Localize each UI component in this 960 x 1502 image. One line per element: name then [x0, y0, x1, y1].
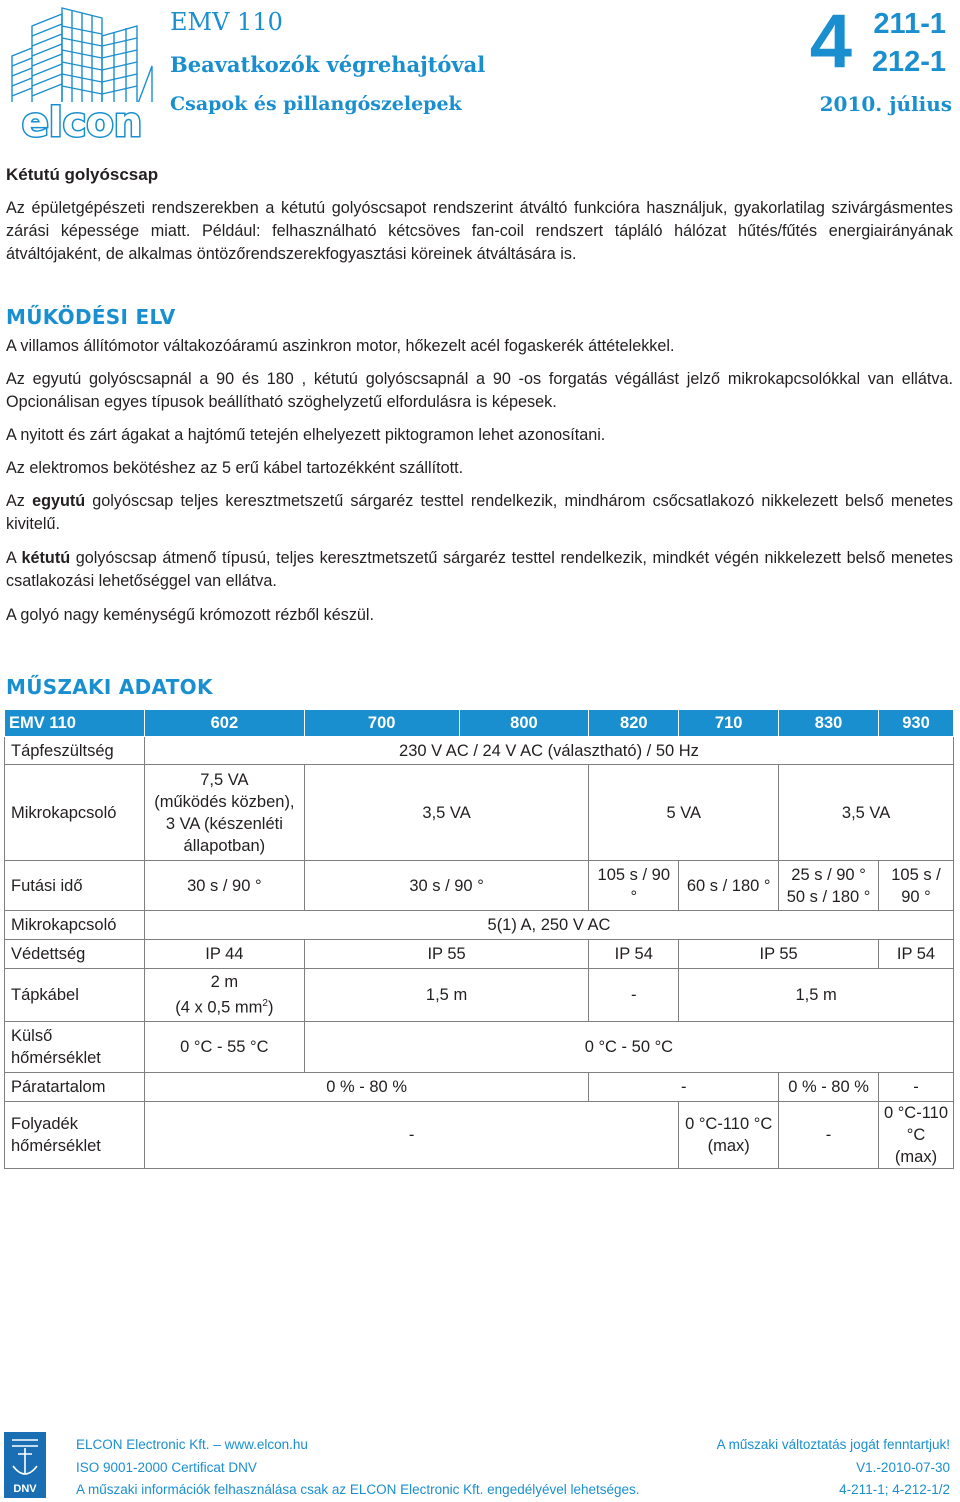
row-label: Futási idő: [5, 861, 145, 911]
footer-cert: ISO 9001-2000 Certificat DNV: [76, 1460, 257, 1475]
table-row: [5, 969, 954, 1022]
cell: -: [878, 1073, 953, 1102]
intro-heading: Kétutú golyóscsap: [6, 165, 159, 184]
document-number-1: 211-1: [873, 8, 946, 40]
document-number-2: 212-1: [871, 46, 946, 78]
cell: IP 55: [679, 940, 879, 969]
table-header-row: [5, 710, 954, 737]
footer-rights: A műszaki változtatás jogát fenntartjuk!: [716, 1437, 950, 1452]
principle-p7: A golyó nagy keménységű krómozott rézből készül.: [6, 606, 375, 624]
row-label: Mikrokapcsoló: [5, 911, 145, 940]
specs-heading: MŰSZAKI ADATOK: [6, 675, 213, 699]
cell: -: [779, 1102, 879, 1169]
cell: -: [589, 969, 679, 1022]
table-row: [5, 1073, 954, 1102]
cell: 30 s / 90 °: [144, 861, 304, 911]
cell: 1,5 m: [304, 969, 589, 1022]
table-row: [5, 737, 954, 765]
cell: 0 °C-110 °C (max): [878, 1102, 953, 1169]
product-category: Csapok és pillangószelepek: [170, 93, 462, 115]
table-row: [5, 1102, 954, 1169]
row-label: Mikrokapcsoló: [5, 765, 145, 861]
page-footer: [0, 1430, 960, 1502]
cell: 2 m (4 x 0,5 $mm^2$): [144, 969, 304, 1022]
header-cell: 710: [679, 710, 779, 737]
elcon-logo: [2, 6, 162, 144]
header-cell: 602: [144, 710, 304, 737]
header-cell: 820: [589, 710, 679, 737]
cell: 0 °C - 50 °C: [304, 1022, 953, 1073]
cell: -: [144, 1102, 678, 1169]
cell: 3,5 VA: [304, 765, 589, 861]
p6-emphasis: kétutú: [21, 549, 71, 567]
principle-heading: MŰKÖDÉSI ELV: [6, 305, 176, 329]
p5-emphasis: egyutú: [32, 492, 86, 510]
principle-p6: A kétutú golyóscsap átmenő típusú, teljes keresztmetszetű sárgaréz testtel rendelkezik, mindkét végén nikkelezett belső menetes csatlakozási lehetőséggel van ellátva.: [6, 549, 953, 590]
cell: -: [589, 1073, 779, 1102]
cell: 5(1) A, 250 V AC: [144, 911, 953, 940]
cell: IP 54: [878, 940, 953, 969]
principle-p5: Az egyutú golyóscsap teljes keresztmetszetű sárgaréz testtel rendelkezik, mindhárom csőcsatlakozó nikkelezett belső menetes kivitelű.: [6, 492, 953, 533]
row-label: Folyadék hőmérséklet: [5, 1102, 145, 1169]
specs-table: [4, 709, 954, 1169]
cell: IP 44: [144, 940, 304, 969]
row-label: Tápkábel: [5, 969, 145, 1022]
footer-version: V1.-2010-07-30: [856, 1460, 950, 1475]
document-number: [792, 2, 952, 88]
table-row: [5, 765, 954, 861]
cell: 3,5 VA: [779, 765, 954, 861]
row-label: Védettség: [5, 940, 145, 969]
cell: 0 % - 80 %: [779, 1073, 879, 1102]
header-cell: 800: [459, 710, 589, 737]
header-cell: 700: [304, 710, 459, 737]
footer-pages: 4-211-1; 4-212-1/2: [839, 1482, 950, 1497]
cell: 7,5 VA (működés közben), 3 VA (készenléti állapotban): [144, 765, 304, 861]
cell: 30 s / 90 °: [304, 861, 589, 911]
row-label: Páratartalom: [5, 1073, 145, 1102]
cell: 0 °C-110 °C (max): [679, 1102, 779, 1169]
cell: 105 s / 90 °: [589, 861, 679, 911]
product-title: EMV 110: [170, 8, 283, 36]
intro-paragraph: Az épületgépészeti rendszerekben a kétutú golyóscsapot rendszerint átváltó funkcióra használjuk, gyakorlatilag szivárgásmentes zárási képessége miatt. Például: felhasználható kétcsöves fan-coil rendszert tápláló hálózat hűtés/fűtés energiairányának átváltójaként, de alkalmas öntözőrendszerekfogyasztási köreinek átváltására is.: [6, 199, 953, 263]
cell: 1,5 m: [679, 969, 954, 1022]
cell: 25 s / 90 ° 50 s / 180 °: [779, 861, 879, 911]
cell: 0 % - 80 %: [144, 1073, 588, 1102]
row-label: Külső hőmérséklet: [5, 1022, 145, 1073]
cell: 230 V AC / 24 V AC (választható) / 50 Hz: [144, 737, 953, 765]
document-number-main: 4: [809, 0, 852, 84]
svg-text:DNV: DNV: [13, 1483, 37, 1495]
footer-web-link[interactable]: www.elcon.hu: [224, 1437, 308, 1452]
cell: 0 °C - 55 °C: [144, 1022, 304, 1073]
cell: 105 s / 90 °: [878, 861, 953, 911]
header-cell: 930: [878, 710, 953, 737]
row-label: Tápfeszültség: [5, 737, 145, 765]
logo-wordmark: elcon: [21, 100, 143, 144]
cell: 60 s / 180 °: [679, 861, 779, 911]
table-row: [5, 1022, 954, 1073]
principle-p2: Az egyutú golyóscsapnál a 90 és 180 , kétutú golyóscsapnál a 90 -os forgatás végállást jelző mikrokapcsolókkal van ellátva. Opcionálisan egyes típusok beállítható szöghelyzetű elfordulásra is képesek.: [6, 370, 953, 411]
header-cell: 830: [779, 710, 879, 737]
cell: IP 55: [304, 940, 589, 969]
footer-notice: A műszaki információk felhasználása csak az ELCON Electronic Kft. engedélyével lehetséges.: [76, 1482, 640, 1497]
header-cell: EMV 110: [5, 710, 145, 737]
dnv-certification-icon: [4, 1432, 46, 1498]
principle-p3: A nyitott és zárt ágakat a hajtómű tetején elhelyezett piktogramon lehet azonosítani.: [6, 426, 606, 444]
principle-p4: Az elektromos bekötéshez az 5 erű kábel tartozékként szállított.: [6, 459, 464, 477]
table-row: [5, 911, 954, 940]
table-row: [5, 861, 954, 911]
cell: 5 VA: [589, 765, 779, 861]
table-row: [5, 940, 954, 969]
footer-company-line: ELCON Electronic Kft. – www.elcon.hu: [76, 1437, 308, 1452]
document-date: 2010. július: [819, 92, 952, 116]
product-subtitle: Beavatkozók végrehajtóval: [170, 52, 486, 77]
footer-company: ELCON Electronic Kft.: [76, 1437, 210, 1452]
principle-p1: A villamos állítómotor váltakozóáramú aszinkron motor, hőkezelt acél fogaskerék áttételekkel.: [6, 337, 675, 355]
cell: IP 54: [589, 940, 679, 969]
